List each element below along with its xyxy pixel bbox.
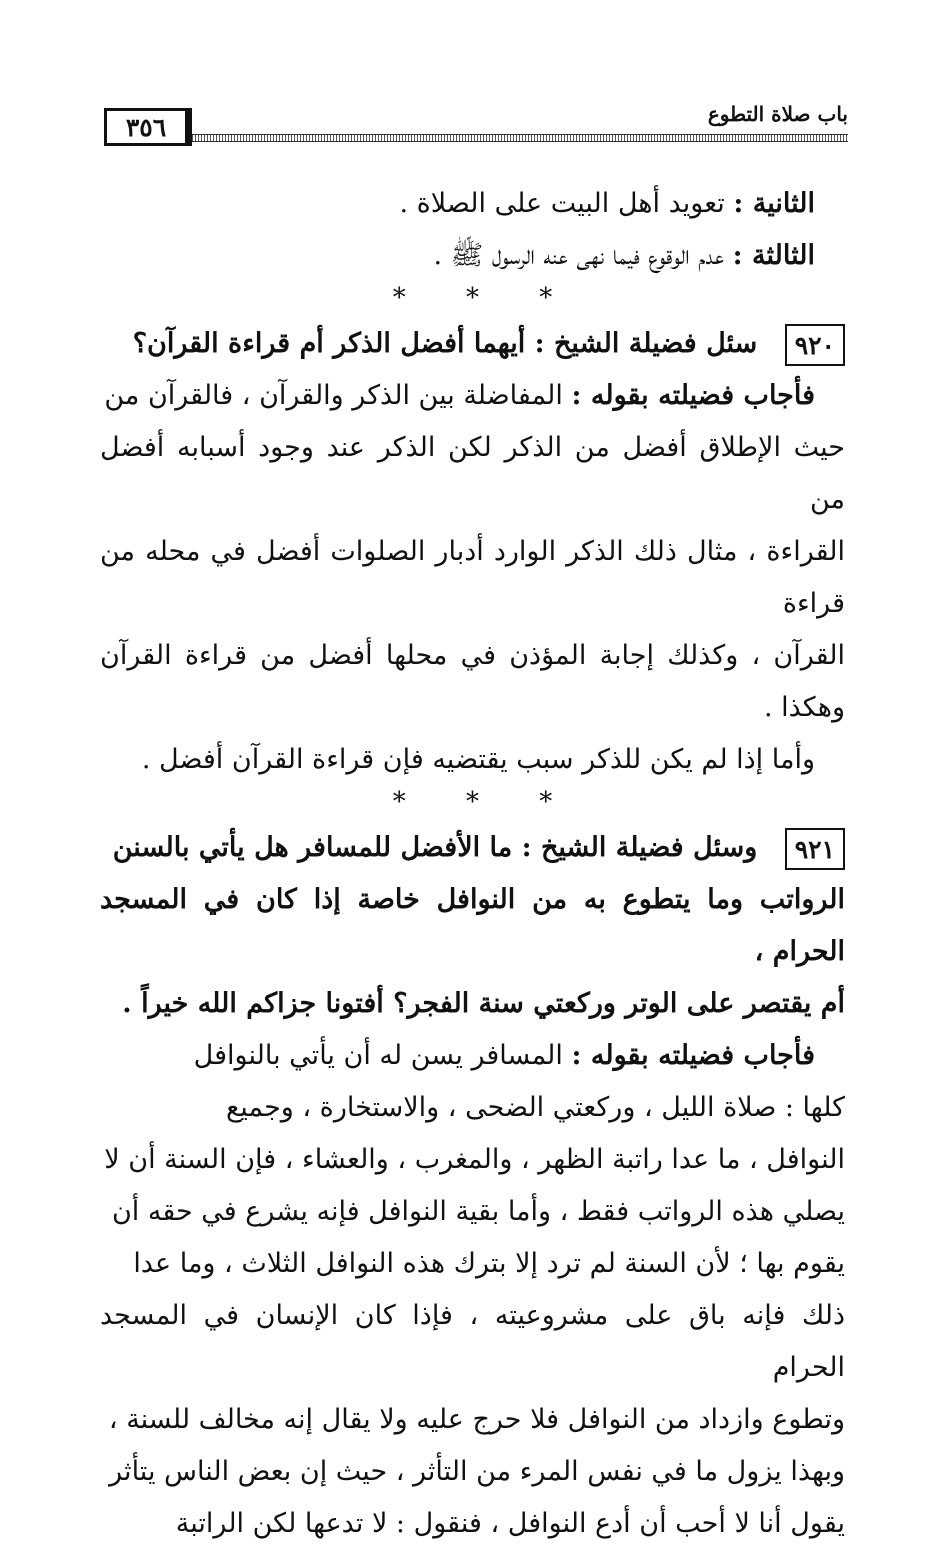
intro-third bbox=[100, 230, 845, 282]
answer-920-line: القراءة ، مثال ذلك الذكر الوارد أدبار الصلوات أفضل في محله من قراءة bbox=[100, 536, 845, 619]
answer-920-line bbox=[100, 370, 845, 422]
intro-second-text: تعويد أهل البيت على الصلاة . bbox=[399, 188, 725, 219]
question-921-line: أم يقتصر على الوتر وركعتي سنة الفجر؟ أفتونا جزاكم الله خيراً . bbox=[122, 988, 845, 1019]
question-number-921: ٩٢١ bbox=[785, 828, 845, 870]
answer-921-line: يقول أنا لا أحب أن أدع النوافل ، فنقول : لا تدعها لكن الراتبة bbox=[175, 1508, 845, 1539]
answer-921-text: المسافر يسن له أن يأتي بالنوافل bbox=[193, 1040, 563, 1071]
question-921 bbox=[100, 822, 845, 874]
question-921-line: الرواتب وما يتطوع به من النوافل خاصة إذا كان في المسجد الحرام ، bbox=[100, 884, 845, 967]
question-number-920: ٩٢٠ bbox=[785, 324, 845, 366]
answer-920-line: حيث الإطلاق أفضل من الذكر لكن الذكر عند وجود أسبابه أفضل من bbox=[100, 432, 845, 515]
answer-921-line: يصلي هذه الرواتب فقط ، وأما بقية النوافل فإنه يشرع في حقه أن bbox=[111, 1196, 845, 1227]
question-920 bbox=[100, 318, 845, 370]
section-separator: * * * bbox=[392, 283, 579, 313]
answer-921-line: وتطوع وازداد من النوافل فلا حرج عليه ولا يقال إنه مخالف للسنة ، bbox=[108, 1404, 845, 1435]
section-separator: * * * bbox=[392, 787, 579, 817]
answer-921-line bbox=[100, 1030, 845, 1082]
intro-second-label: الثانية : bbox=[733, 188, 815, 219]
answer-921-line: وبهذا يزول ما في نفس المرء من التأثر ، حيث إن بعض الناس يتأثر bbox=[109, 1456, 845, 1487]
answer-921-line: النوافل ، ما عدا راتبة الظهر ، والمغرب ، والعشاء ، فإن السنة أن لا bbox=[104, 1144, 845, 1175]
answer-921-line: ذلك فإنه باق على مشروعيته ، فإذا كان الإنسان في المسجد الحرام bbox=[100, 1300, 845, 1383]
answer-921-line: كلها : صلاة الليل ، وركعتي الضحى ، والاستخارة ، وجميع bbox=[225, 1092, 845, 1123]
answer-920-text: المفاضلة بين الذكر والقرآن ، فالقرآن من bbox=[104, 380, 563, 411]
intro-second bbox=[100, 178, 845, 230]
question-920-text: سئل فضيلة الشيخ : أيهما أفضل الذكر أم قراءة القرآن؟ bbox=[132, 328, 758, 359]
header-rule bbox=[192, 134, 848, 142]
question-921-text: وسئل فضيلة الشيخ : ما الأفضل للمسافر هل يأتي بالسنن bbox=[112, 832, 758, 863]
answer-921-label: فأجاب فضيلته بقوله : bbox=[571, 1040, 815, 1071]
intro-third-text: عدم الوقوع فيما نهى عنه الرسول ﷺ . bbox=[433, 240, 725, 271]
page-header bbox=[104, 98, 848, 152]
answer-920-line: القرآن ، وكذلك إجابة المؤذن في محلها أفضل من قراءة القرآن وهكذا . bbox=[100, 640, 845, 723]
intro-third-label: الثالثة : bbox=[732, 240, 815, 271]
chapter-title: باب صلاة التطوع bbox=[707, 102, 848, 126]
answer-921-line: يقوم بها ؛ لأن السنة لم ترد إلا بترك هذه النوافل الثلاث ، وما عدا bbox=[133, 1248, 845, 1279]
answer-920-label: فأجاب فضيلته بقوله : bbox=[571, 380, 815, 411]
page-number: ٣٥٦ bbox=[104, 108, 192, 146]
answer-920-line: وأما إذا لم يكن للذكر سبب يقتضيه فإن قراءة القرآن أفضل . bbox=[141, 744, 815, 775]
page-body bbox=[100, 178, 845, 1550]
